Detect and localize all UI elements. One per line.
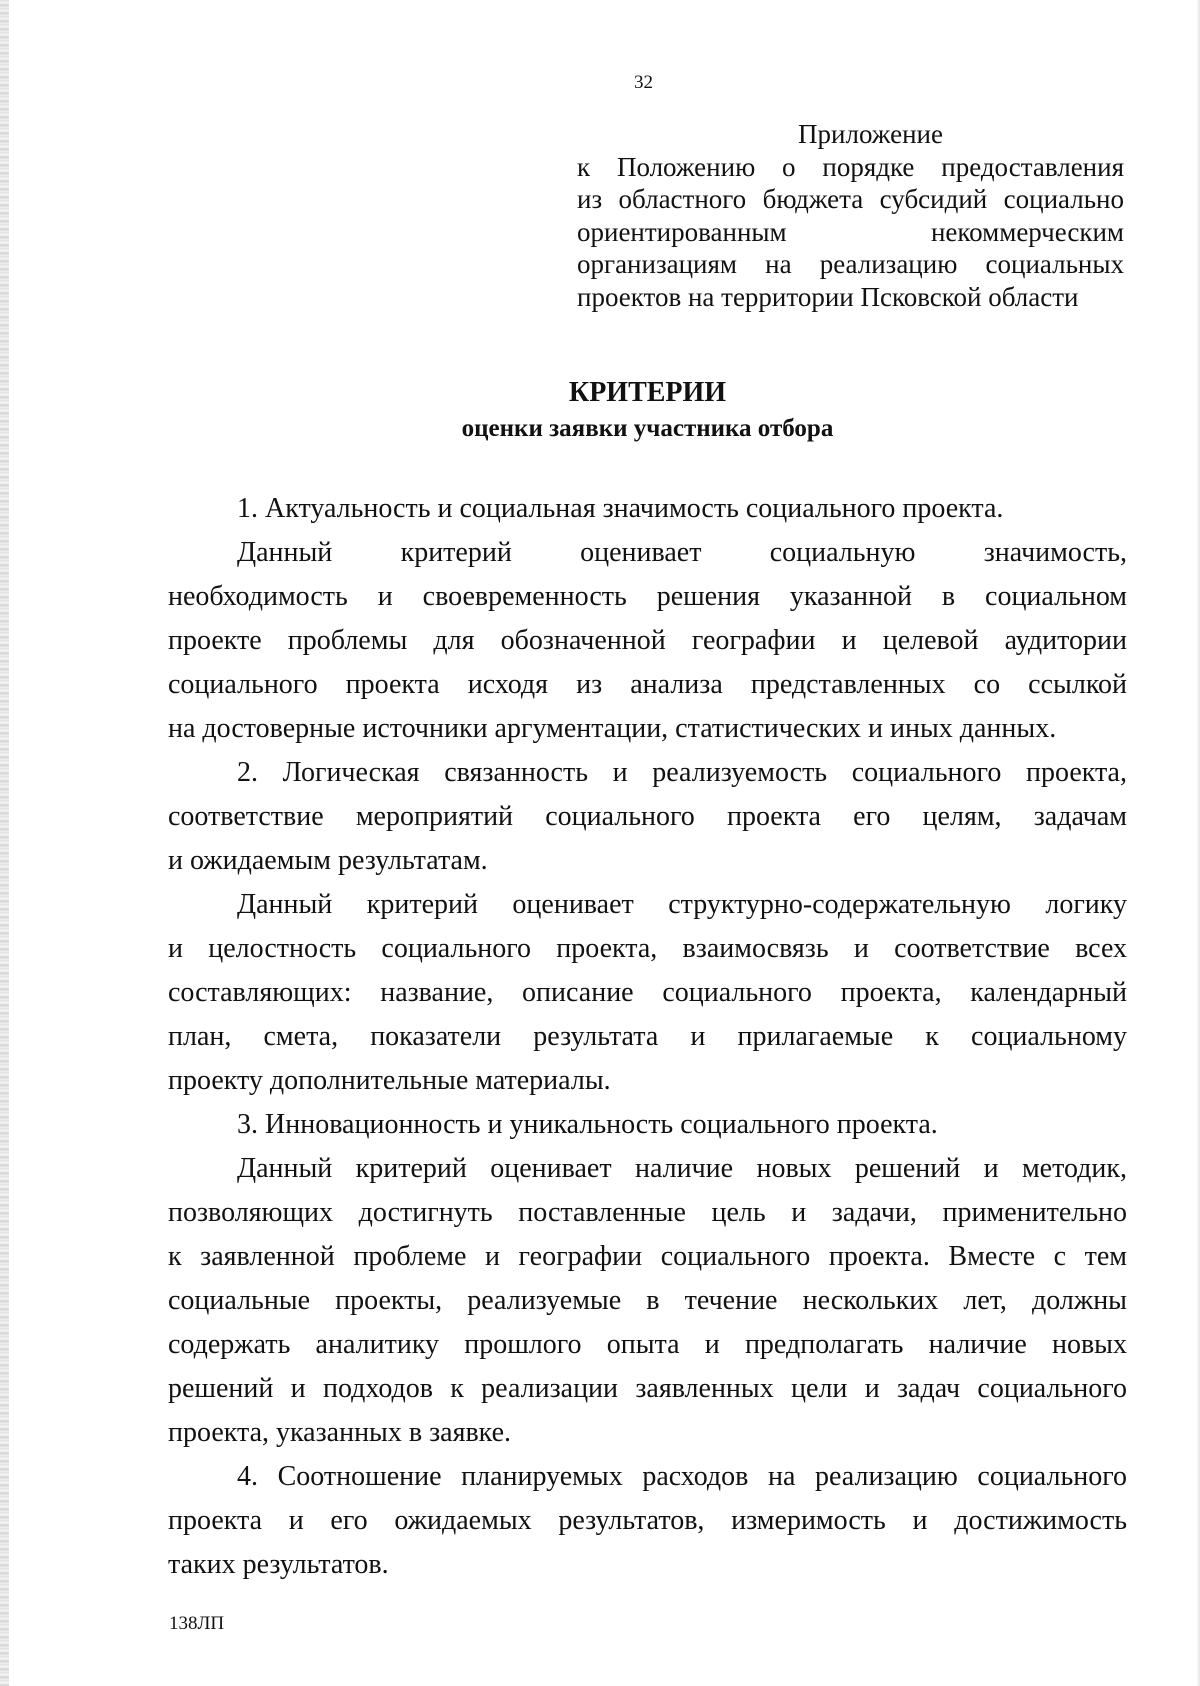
appendix-line: проектов на территории Псковской области <box>577 281 1079 312</box>
criterion-3-title: 3. Инновационность и уникальность социального проекта. <box>237 1109 938 1140</box>
document-subtitle: оценки заявки участника отбора <box>461 415 834 442</box>
body-line: социального проекта исходя из анализа представленных со ссылкой <box>168 669 1127 700</box>
body-line: Данный критерий оценивает структурно-содержательную логику <box>237 889 1127 920</box>
body-line: проекта, указанных в заявке. <box>168 1417 512 1448</box>
criterion-2-title-cont: и ожидаемым результатам. <box>168 845 488 876</box>
appendix-block <box>577 118 1124 313</box>
appendix-line: к Положению о порядке предоставления <box>577 151 1124 182</box>
criterion-4-title-cont: таких результатов. <box>168 1549 389 1580</box>
body-line: решений и подходов к реализации заявленных цели и задач социального <box>168 1373 1127 1404</box>
criterion-4-title-cont: проекта и его ожидаемых результатов, измеримость и достижимость <box>168 1505 1127 1536</box>
body-line: к заявленной проблеме и географии социального проекта. Вместе с тем <box>168 1241 1127 1272</box>
scan-edge-right <box>1196 0 1200 1686</box>
appendix-line: организациям на реализацию социальных <box>577 249 1124 279</box>
body-line: и целостность социального проекта, взаимосвязь и соответствие всех <box>168 933 1127 964</box>
criterion-4-title: 4. Соотношение планируемых расходов на реализацию социального <box>237 1461 1127 1492</box>
body-line: позволяющих достигнуть поставленные цель и задачи, применительно <box>168 1197 1127 1228</box>
page-number: 32 <box>634 72 653 93</box>
body-line: на достоверные источники аргументации, статистических и иных данных. <box>168 713 1057 744</box>
scan-edge-left <box>0 0 9 1686</box>
document-body <box>168 487 1127 1587</box>
footer-code: 138ЛП <box>169 1613 225 1634</box>
criterion-1-title: 1. Актуальность и социальная значимость социального проекта. <box>237 493 1004 524</box>
body-line: необходимость и своевременность решения указанной в социальном <box>168 581 1127 612</box>
body-line: проекту дополнительные материалы. <box>168 1065 611 1096</box>
criterion-2-title: 2. Логическая связанность и реализуемость социального проекта, <box>237 757 1127 788</box>
appendix-title: Приложение <box>798 119 943 149</box>
body-line: содержать аналитику прошлого опыта и предполагать наличие новых <box>168 1329 1127 1360</box>
document-title: КРИТЕРИИ <box>568 377 727 408</box>
body-line: Данный критерий оценивает социальную значимость, <box>237 537 1127 568</box>
body-line: социальные проекты, реализуемые в течение нескольких лет, должны <box>168 1285 1127 1316</box>
body-line: план, смета, показатели результата и прилагаемые к социальному <box>168 1021 1127 1052</box>
appendix-line: ориентированным некоммерческим <box>577 216 1124 247</box>
body-line: составляющих: название, описание социального проекта, календарный <box>168 977 1127 1008</box>
criterion-2-title-cont: соответствие мероприятий социального проекта его целям, задачам <box>168 801 1127 832</box>
body-line: проекте проблемы для обозначенной географии и целевой аудитории <box>168 625 1127 656</box>
body-line: Данный критерий оценивает наличие новых решений и методик, <box>237 1153 1127 1184</box>
appendix-line: из областного бюджета субсидий социально <box>577 184 1124 214</box>
